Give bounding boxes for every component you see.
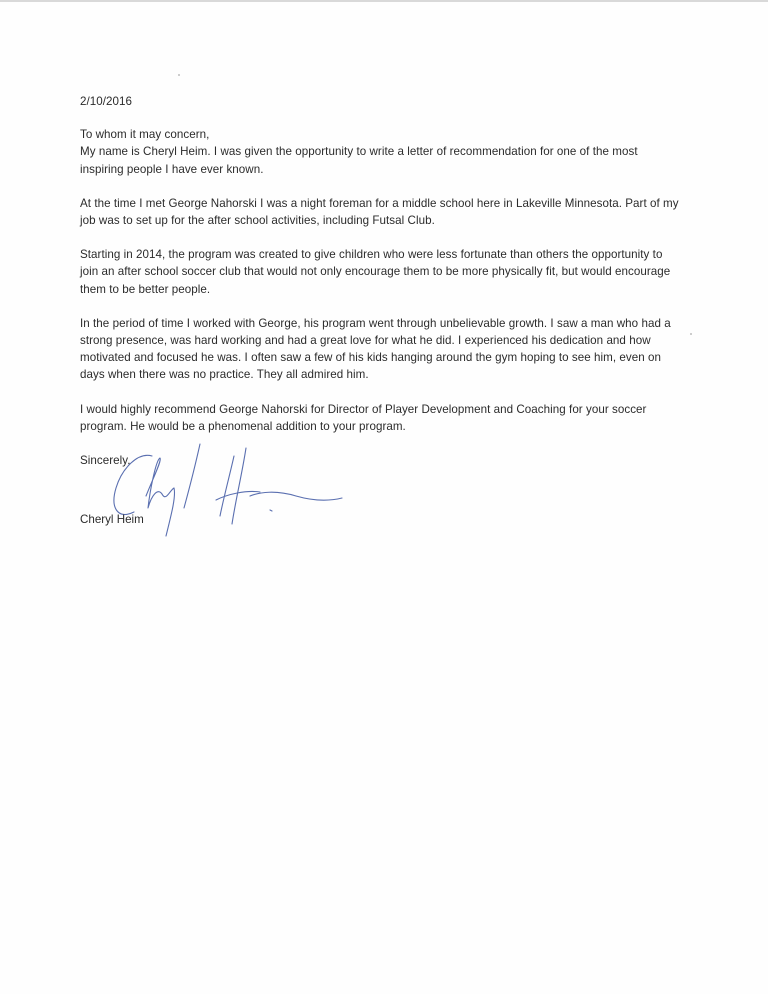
paragraph-meeting: At the time I met George Nahorski I was a night foreman for a middle school here in Lakeville Minnesota. Part of my job was to set up for the after school activities, including Futsal Club. bbox=[80, 196, 679, 228]
letter-closing: Sincerely, bbox=[80, 454, 131, 468]
letter-body bbox=[80, 93, 680, 469]
letter-salutation: To whom it may concern, bbox=[80, 128, 210, 142]
scan-speck bbox=[178, 74, 180, 76]
paragraph-recommendation: I would highly recommend George Nahorski for Director of Player Development and Coaching for your soccer program. He would be a phenomenal addition to your program. bbox=[80, 402, 647, 433]
scan-speck bbox=[690, 333, 692, 335]
handwritten-signature bbox=[100, 438, 360, 548]
page-top-edge bbox=[0, 0, 768, 2]
paragraph-growth: In the period of time I worked with George, his program went through unbelievable growth. I saw a man who had a strong presence, was hard working and had a great love for what he did. I experienced his dedication and how motivated and focused he was. I often saw a few of his kids hanging around the gym hoping to see him, even on days when there was no practice. They all admired him. bbox=[80, 316, 671, 382]
paragraph-program: Starting in 2014, the program was created to give children who were less fortunate than others the opportunity to join an after school soccer club that would not only encourage them to be more physically fit, but would encourage them to be better people. bbox=[80, 248, 671, 296]
paragraph-intro: My name is Cheryl Heim. I was given the opportunity to write a letter of recommendation for one of the most inspiring people I have ever known. bbox=[80, 145, 638, 176]
letter-date: 2/10/2016 bbox=[80, 95, 133, 108]
signer-name: Cheryl Heim bbox=[80, 513, 144, 526]
